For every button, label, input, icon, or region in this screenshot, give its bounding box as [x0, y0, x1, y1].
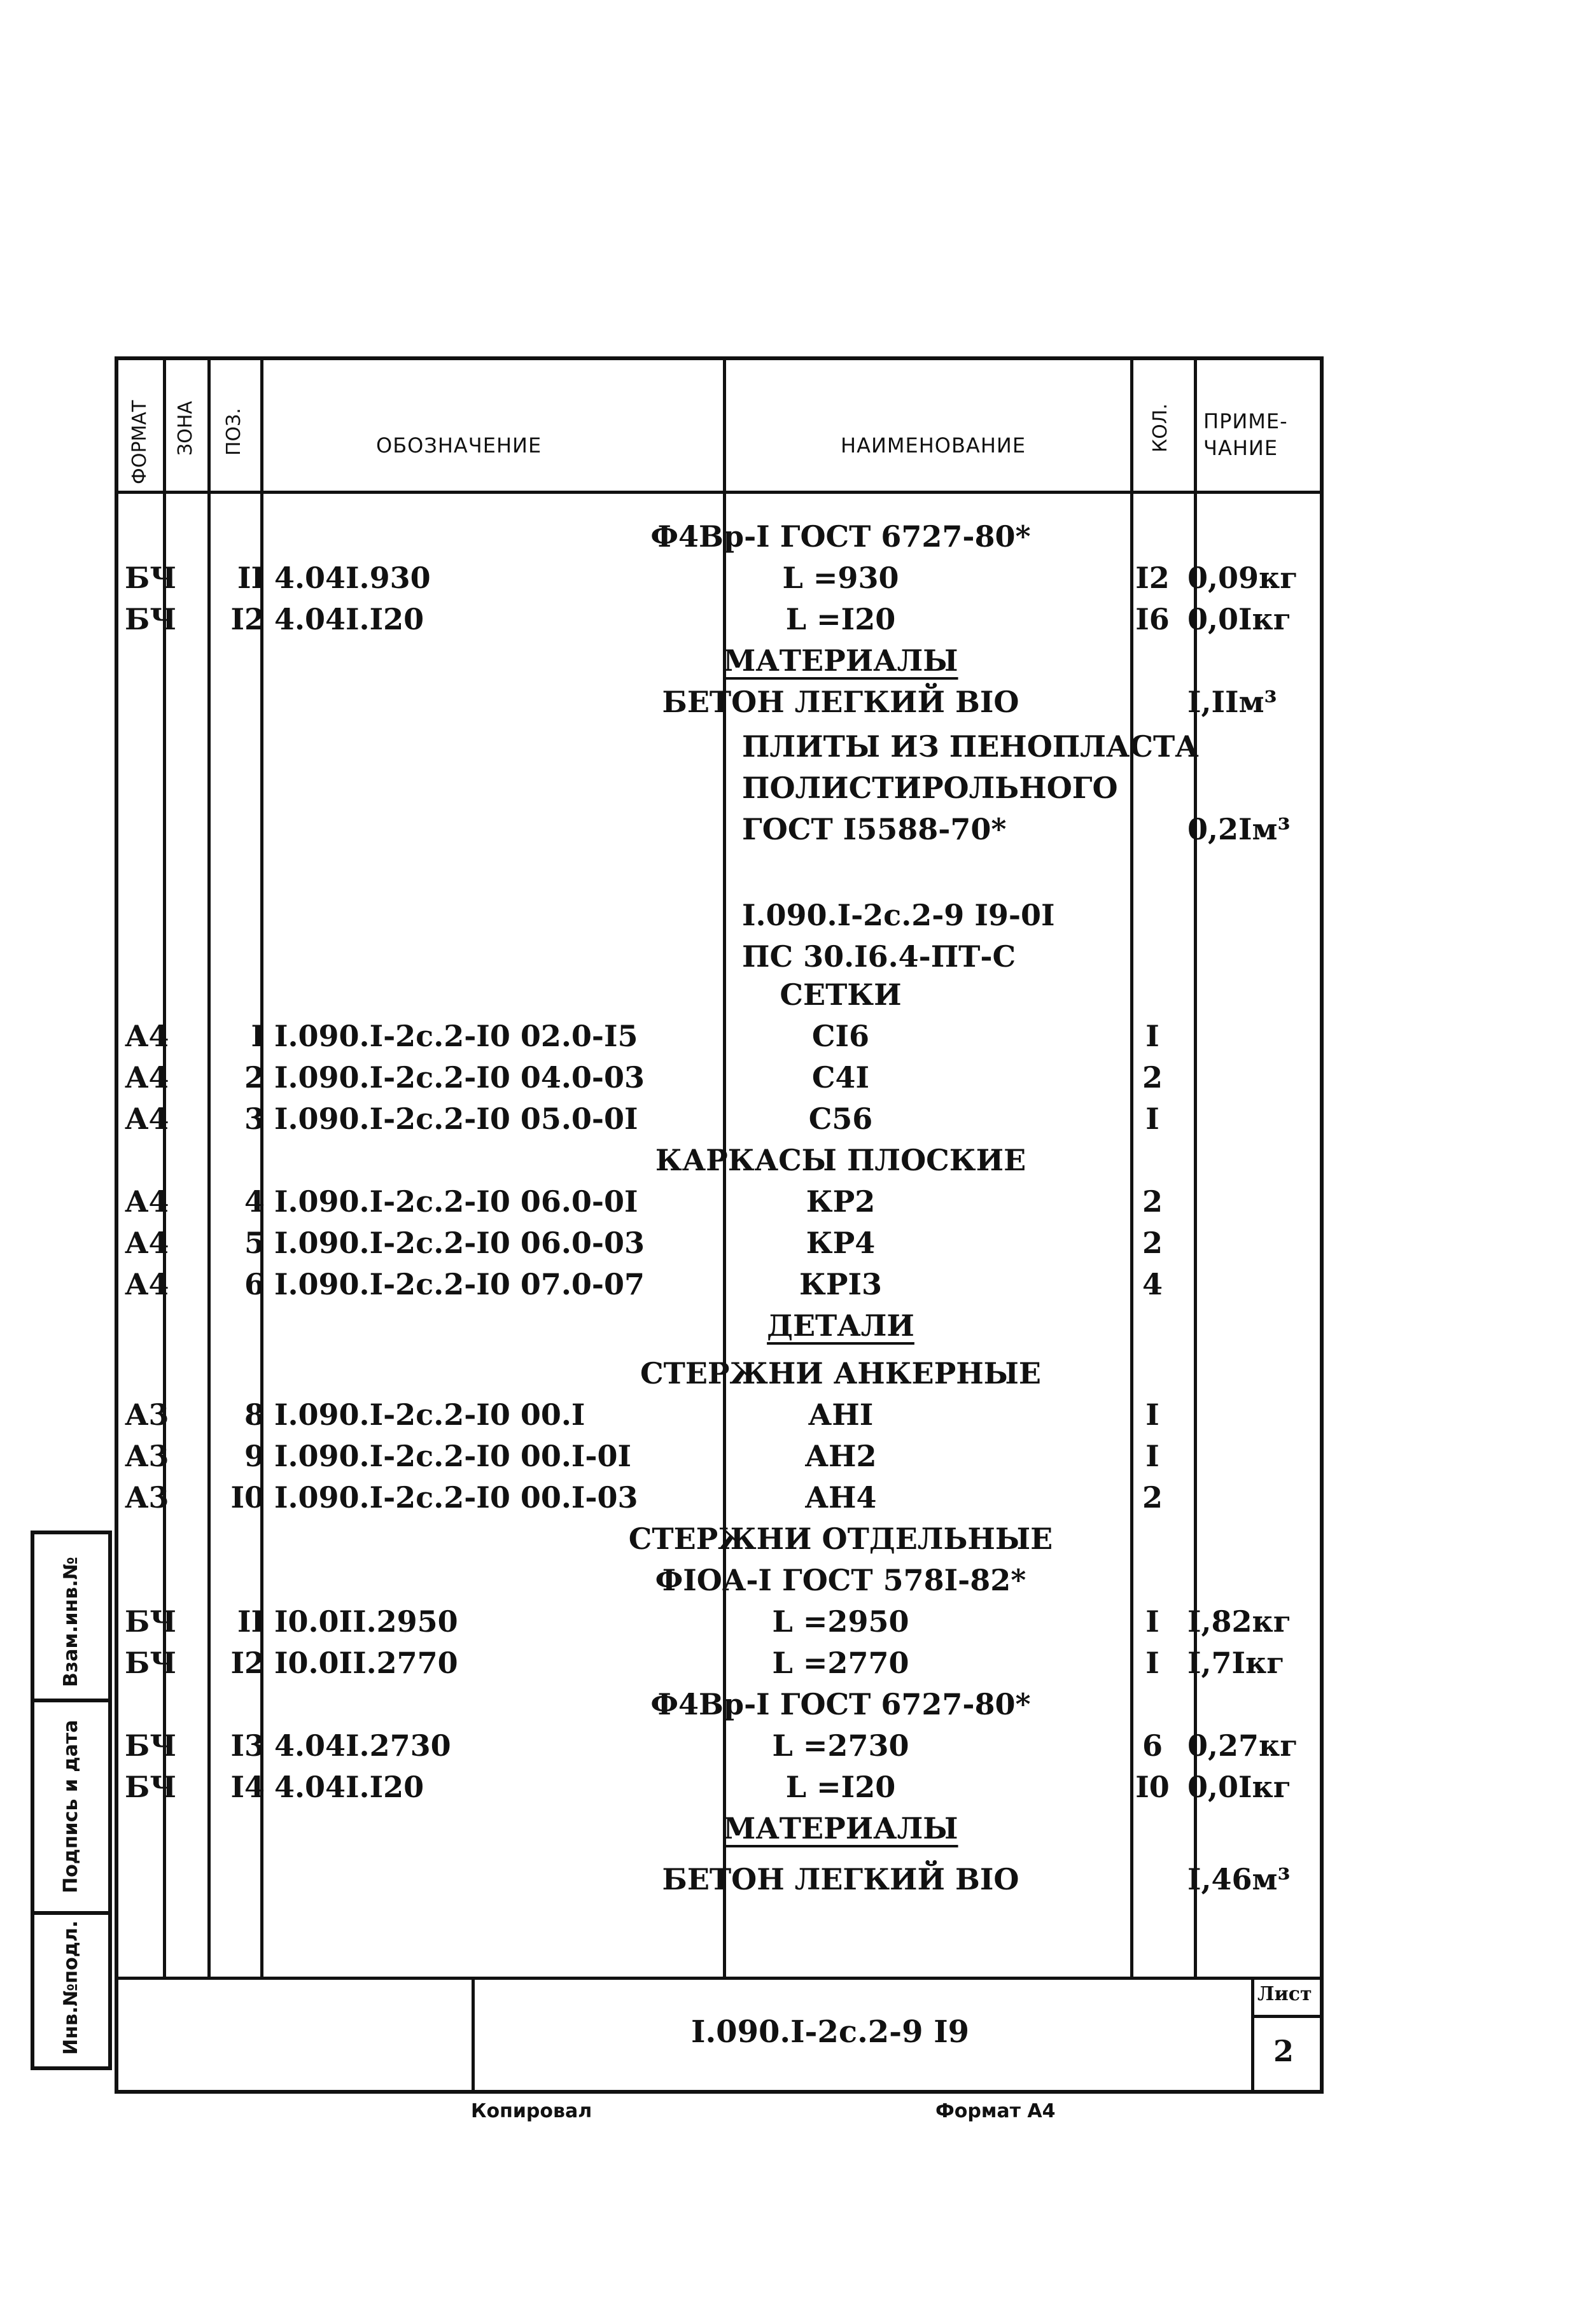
row-note: 0,09кг: [1187, 561, 1298, 595]
row-quantity: I: [1145, 1019, 1159, 1053]
row-name: С4I: [811, 1060, 870, 1095]
row-name: ПС 30.I6.4-ПТ-С: [742, 939, 1016, 974]
row-position: 8: [244, 1398, 265, 1432]
row-name: I.090.I-2с.2-9 I9-0I: [742, 898, 1055, 932]
row-designation: I.090.I-2с.2-I0 00.I-0I: [274, 1439, 632, 1473]
row-name: СI6: [811, 1019, 870, 1053]
row-position: I2: [230, 1646, 265, 1680]
row-name: Ф4Вр-I ГОСТ 6727-80*: [650, 1687, 1031, 1721]
row-designation: I.090.I-2с.2-I0 06.0-03: [274, 1226, 645, 1260]
format-label: Формат А4: [935, 2100, 1056, 2122]
row-format: А4: [125, 1102, 169, 1136]
row-name: Ф4Вр-I ГОСТ 6727-80*: [650, 519, 1031, 554]
row-note: 0,0Iкг: [1187, 602, 1291, 636]
row-note: 0,2Iм³: [1187, 812, 1291, 846]
row-designation: I.090.I-2с.2-I0 02.0-I5: [274, 1019, 638, 1053]
row-name: КР4: [806, 1226, 876, 1260]
header-zone: ЗОНА: [174, 401, 197, 456]
row-name: ПЛИТЫ ИЗ ПЕНОПЛАСТА: [742, 729, 1199, 764]
col-divider: [207, 360, 211, 1980]
row-name: L =2770: [772, 1646, 909, 1680]
row-name: СТЕРЖНИ ОТДЕЛЬНЫЕ: [628, 1522, 1053, 1556]
row-note: I,82кг: [1187, 1604, 1291, 1639]
row-quantity: I: [1145, 1439, 1159, 1473]
row-designation: I.090.I-2с.2-I0 07.0-07: [274, 1267, 645, 1301]
row-format: БЧ: [125, 1646, 177, 1680]
row-position: I4: [230, 1770, 265, 1804]
row-name: БЕТОН ЛЕГКИЙ ВIО: [662, 1862, 1019, 1896]
row-format: А4: [125, 1226, 169, 1260]
row-name: СТЕРЖНИ АНКЕРНЫЕ: [640, 1356, 1041, 1391]
row-format: БЧ: [125, 561, 177, 595]
row-quantity: I: [1145, 1604, 1159, 1639]
row-format: А4: [125, 1184, 169, 1219]
row-format: А3: [125, 1480, 169, 1515]
row-format: А3: [125, 1439, 169, 1473]
row-designation: 4.04I.I20: [274, 1770, 424, 1804]
row-name: L =I20: [785, 602, 896, 636]
row-position: 6: [244, 1267, 265, 1301]
row-name: БЕТОН ЛЕГКИЙ ВIО: [662, 685, 1019, 719]
title-block-divider: [1251, 2015, 1321, 2018]
row-quantity: I: [1145, 1102, 1159, 1136]
row-name: МАТЕРИАЛЫ: [723, 643, 958, 678]
title-block-divider: [472, 1977, 475, 2091]
row-note: 0,0Iкг: [1187, 1770, 1291, 1804]
row-position: 9: [244, 1439, 265, 1473]
row-format: БЧ: [125, 1770, 177, 1804]
row-designation: I.090.I-2с.2-I0 00.I-03: [274, 1480, 638, 1515]
row-name: ДЕТАЛИ: [767, 1308, 914, 1343]
row-quantity: 4: [1142, 1267, 1163, 1301]
row-quantity: I2: [1135, 561, 1170, 595]
header-pos: ПОЗ.: [223, 408, 245, 456]
row-designation: 4.04I.2730: [274, 1728, 451, 1763]
header-format: ФОРМАТ: [129, 400, 151, 484]
row-note: I,46м³: [1187, 1862, 1291, 1896]
row-position: I0: [230, 1480, 265, 1515]
header-name: НАИМЕНОВАНИЕ: [841, 433, 1026, 458]
header-designation: ОБОЗНАЧЕНИЕ: [376, 433, 542, 458]
row-quantity: I: [1145, 1646, 1159, 1680]
title-block-divider: [1251, 1977, 1254, 2091]
row-designation: I.090.I-2с.2-I0 04.0-03: [274, 1060, 645, 1095]
row-name: С56: [808, 1102, 873, 1136]
row-designation: 4.04I.930: [274, 561, 431, 595]
row-position: 2: [244, 1060, 265, 1095]
row-name: АН2: [804, 1439, 877, 1473]
row-format: А4: [125, 1060, 169, 1095]
row-name: КАРКАСЫ ПЛОСКИЕ: [655, 1143, 1026, 1177]
title-block-divider: [118, 1977, 1321, 1980]
row-note: I,IIм³: [1187, 685, 1277, 719]
row-format: БЧ: [125, 1604, 177, 1639]
row-quantity: I0: [1135, 1770, 1170, 1804]
side-stamp-inv: [31, 1911, 112, 2070]
row-designation: I.090.I-2с.2-I0 05.0-0I: [274, 1102, 638, 1136]
header-note: ПРИМЕ- ЧАНИЕ: [1203, 409, 1288, 460]
row-name: L =2950: [772, 1604, 909, 1639]
row-name: ПОЛИСТИРОЛЬНОГО: [742, 771, 1118, 805]
row-position: 5: [244, 1226, 265, 1260]
row-note: I,7Iкг: [1187, 1646, 1285, 1680]
row-format: А4: [125, 1267, 169, 1301]
row-quantity: 6: [1142, 1728, 1163, 1763]
row-designation: I.090.I-2с.2-I0 00.I: [274, 1398, 585, 1432]
row-quantity: 2: [1142, 1226, 1163, 1260]
row-name: L =930: [782, 561, 899, 595]
row-position: I2: [230, 602, 265, 636]
row-name: ФIОА-I ГОСТ 578I-82*: [655, 1563, 1026, 1597]
row-quantity: 2: [1142, 1060, 1163, 1095]
row-format: А4: [125, 1019, 169, 1053]
row-name: КР2: [806, 1184, 876, 1219]
header-divider: [118, 491, 1321, 494]
side-label-inv: Инв.№подл.: [60, 1920, 82, 2055]
row-quantity: 2: [1142, 1480, 1163, 1515]
row-name: L =I20: [785, 1770, 896, 1804]
row-position: II: [237, 561, 265, 595]
row-format: БЧ: [125, 602, 177, 636]
row-position: 4: [244, 1184, 265, 1219]
row-name: МАТЕРИАЛЫ: [723, 1811, 958, 1846]
copied-label: Копировал: [471, 2100, 592, 2122]
sheet-number: 2: [1273, 2034, 1294, 2068]
row-name: КРI3: [799, 1267, 882, 1301]
row-designation: I.090.I-2с.2-I0 06.0-0I: [274, 1184, 638, 1219]
spec-table: [115, 356, 1324, 2094]
row-position: 3: [244, 1102, 265, 1136]
row-format: А3: [125, 1398, 169, 1432]
side-label-vzam: Взам.инв.№: [60, 1557, 82, 1687]
row-designation: I0.0II.2770: [274, 1646, 458, 1680]
row-name: АНI: [808, 1398, 874, 1432]
row-position: I: [251, 1019, 265, 1053]
row-quantity: I: [1145, 1398, 1159, 1432]
row-name: L =2730: [772, 1728, 909, 1763]
side-stamp-podpis: [31, 1699, 112, 1915]
row-designation: I0.0II.2950: [274, 1604, 458, 1639]
side-stamp-vzam: [31, 1531, 112, 1702]
row-name: АН4: [804, 1480, 877, 1515]
row-format: БЧ: [125, 1728, 177, 1763]
row-quantity: 2: [1142, 1184, 1163, 1219]
row-position: I3: [230, 1728, 265, 1763]
row-name: ГОСТ I5588-70*: [742, 812, 1007, 846]
header-qty: КОЛ.: [1149, 403, 1172, 452]
row-designation: 4.04I.I20: [274, 602, 424, 636]
row-position: II: [237, 1604, 265, 1639]
sheet-label: Лист: [1257, 1983, 1312, 2005]
side-label-podpis: Подпись и дата: [60, 1720, 82, 1893]
row-name: СЕТКИ: [780, 977, 902, 1012]
row-quantity: I6: [1135, 602, 1170, 636]
doc-code: I.090.I-2с.2-9 I9: [691, 2014, 970, 2050]
row-note: 0,27кг: [1187, 1728, 1298, 1763]
